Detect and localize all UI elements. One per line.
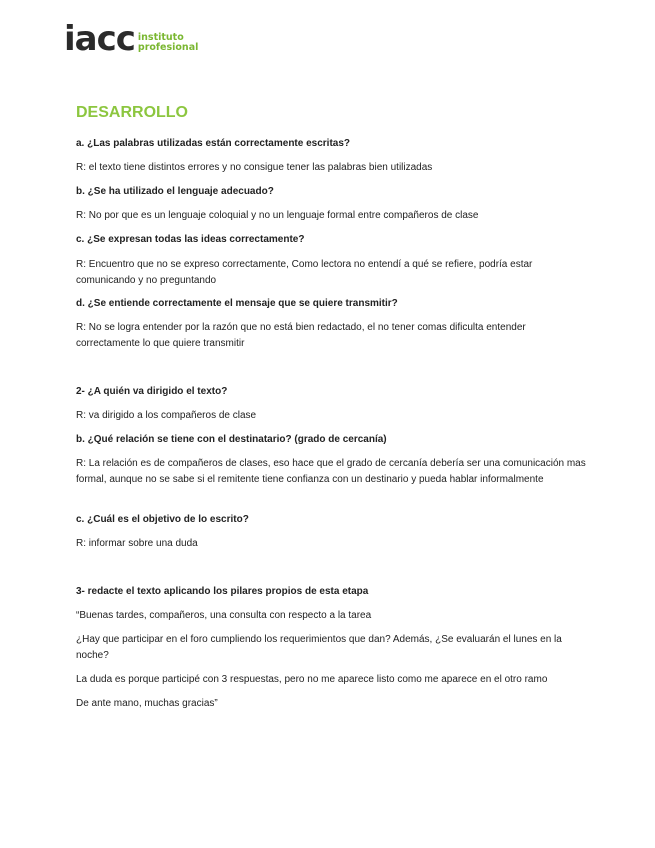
- answer-c: R: Encuentro que no se expreso correctamente, Como lectora no entendí a qué se refiere, podría estar comunicando y no preguntando: [76, 259, 533, 286]
- rewrite-paragraph-3: La duda es porque participé con 3 respuestas, pero no me aparece listo como me aparece en el otro ramo: [76, 674, 548, 685]
- question-2c: c. ¿Cuál es el objetivo de lo escrito?: [76, 514, 249, 525]
- rewrite-paragraph-1: “Buenas tardes, compañeros, una consulta con respecto a la tarea: [76, 610, 372, 621]
- answer-d: R: No se logra entender por la razón que no está bien redactado, el no tener comas dificulta entender correctamente lo que quiere transmitir: [76, 322, 526, 349]
- question-a: a. ¿Las palabras utilizadas están correctamente escritas?: [76, 138, 351, 149]
- logo-line-1: instituto: [137, 32, 184, 43]
- answer-b: R: No por que es un lenguaje coloquial y no un lenguaje formal entre compañeros de clase: [76, 210, 479, 221]
- logo-line-2: profesional: [137, 42, 199, 53]
- answer-a: R: el texto tiene distintos errores y no consigue tener las palabras bien utilizadas: [76, 162, 433, 173]
- answer-2: R: va dirigido a los compañeros de clase: [76, 410, 257, 421]
- rewrite-paragraph-4: De ante mano, muchas gracias”: [76, 698, 218, 709]
- question-b: b. ¿Se ha utilizado el lenguaje adecuado?: [76, 186, 274, 197]
- section-heading: DESARROLLO: [76, 104, 188, 121]
- rewrite-paragraph-2: ¿Hay que participar en el foro cumpliendo los requerimientos que dan? Además, ¿Se evaluarán el lunes en la noche?: [76, 634, 562, 661]
- logo-subtitle: [138, 33, 198, 53]
- question-3: 3- redacte el texto aplicando los pilares propios de esta etapa: [76, 586, 369, 597]
- answer-2c: R: informar sobre una duda: [76, 538, 198, 549]
- answer-2b: R: La relación es de compañeros de clases, eso hace que el grado de cercanía debería ser una comunicación mas formal, aunque no se sabe si el remitente tiene confianza con un destinario y pueda hablar informalmente: [76, 458, 586, 485]
- question-2b: b. ¿Qué relación se tiene con el destinatario? (grado de cercanía): [76, 434, 387, 445]
- iacc-logo: [64, 16, 199, 59]
- logo-mark: iacc: [64, 19, 135, 59]
- question-c: c. ¿Se expresan todas las ideas correctamente?: [76, 234, 305, 245]
- question-d: d. ¿Se entiende correctamente el mensaje que se quiere transmitir?: [76, 298, 398, 309]
- question-2: 2- ¿A quién va dirigido el texto?: [76, 386, 228, 397]
